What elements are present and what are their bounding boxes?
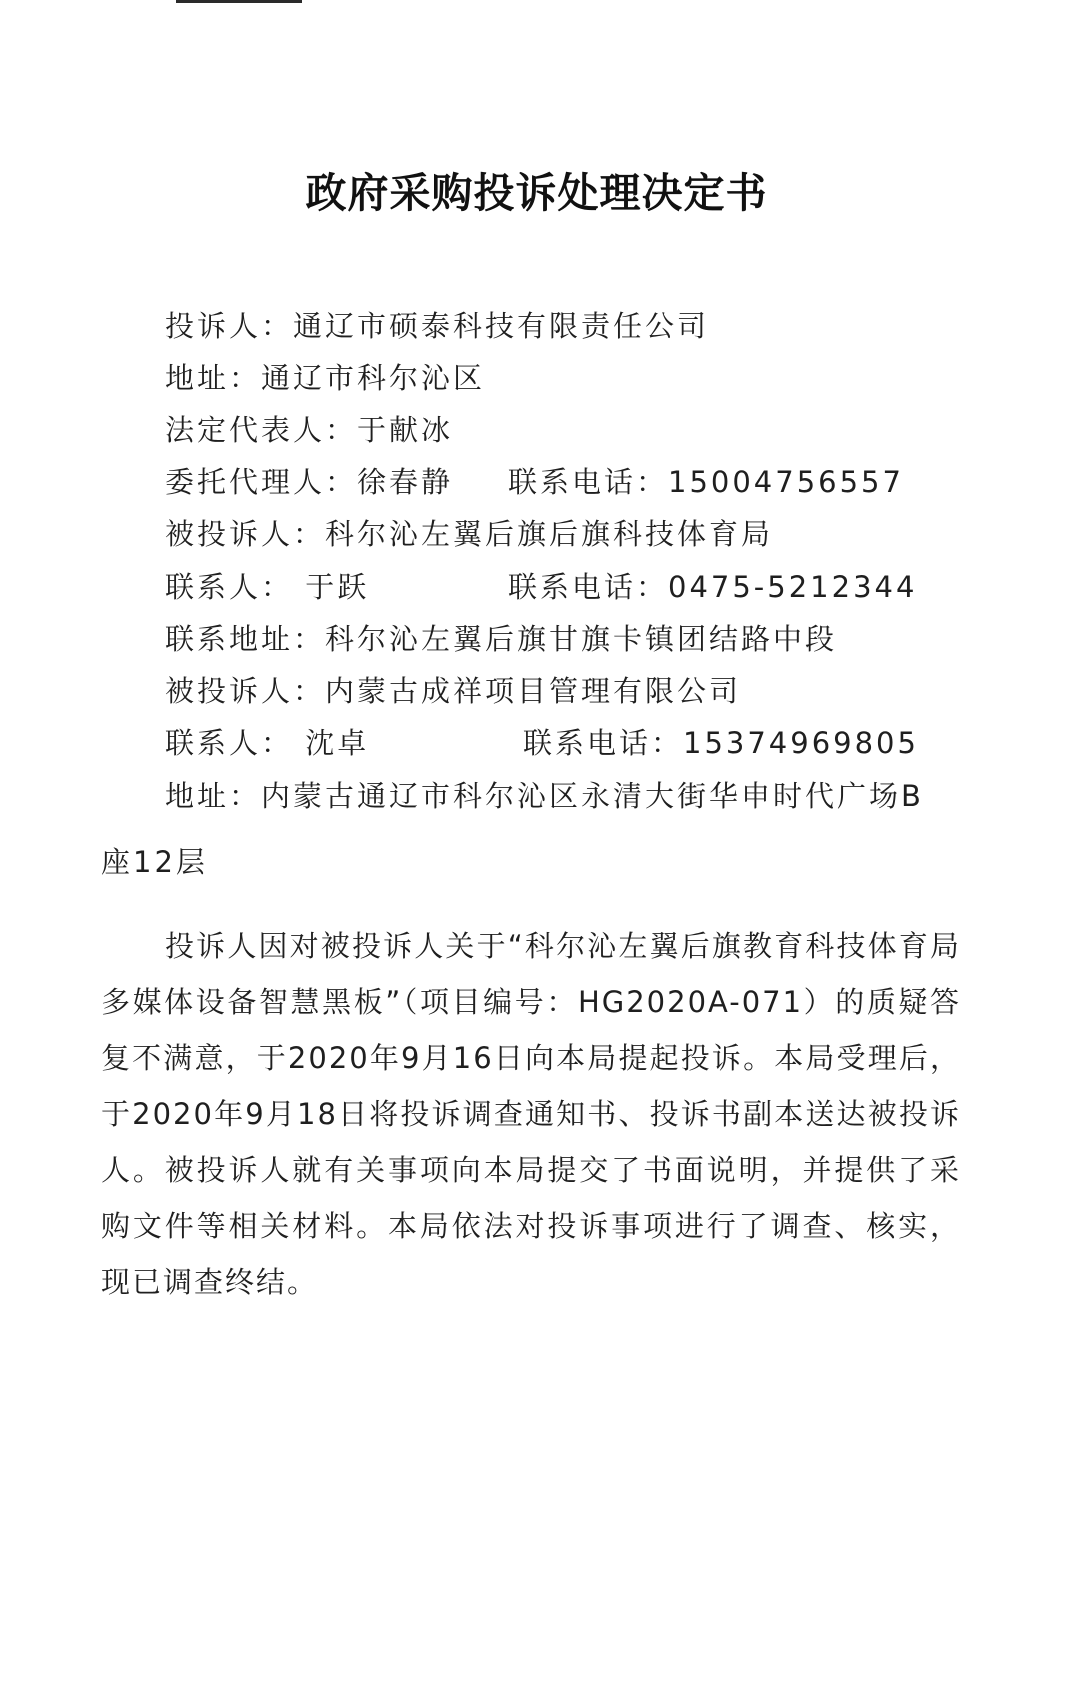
respondent2-address-line2: 座12层 xyxy=(101,845,208,879)
agent-phone: 联系电话：15004756557 xyxy=(508,465,904,499)
agent-name: 委托代理人：徐春静 xyxy=(165,465,454,499)
respondent1-address-line: 联系地址：科尔沁左翼后旗甘旗卡镇团结路中段 xyxy=(165,622,838,656)
respondent2-contact-line xyxy=(165,723,919,763)
respondent2-address-line1: 地址：内蒙古通辽市科尔沁区永清大街华申时代广场B xyxy=(165,779,924,813)
complainant-address-line: 地址：通辽市科尔沁区 xyxy=(165,361,486,395)
respondent2-phone: 联系电话：15374969805 xyxy=(523,726,919,760)
document-title: 政府采购投诉处理决定书 xyxy=(305,169,768,217)
agent-line xyxy=(165,462,904,502)
respondent1-line: 被投诉人：科尔沁左翼后旗后旗科技体育局 xyxy=(165,517,774,551)
legal-rep-line: 法定代表人：于献冰 xyxy=(165,413,454,447)
respondent2-contact: 联系人： 沈卓 xyxy=(165,726,370,760)
respondent1-contact-line xyxy=(165,567,918,607)
respondent1-contact: 联系人： 于跃 xyxy=(165,570,370,604)
body-paragraph: 投诉人因对被投诉人关于“科尔沁左翼后旗教育科技体育局多媒体设备智慧黑板”（项目编号：HG2020A-071）的质疑答复不满意，于2020年9月16日向本局提起投诉。本局受理后，于2020年9月18日将投诉调查通知书、投诉书副本送达被投诉人。被投诉人就有关事项向本局提交了书面说明，并提供了采购文件等相关材料。本局依法对投诉事项进行了调查、核实，现已调查终结。 xyxy=(101,929,961,1299)
complainant-line: 投诉人：通辽市硕泰科技有限责任公司 xyxy=(165,309,710,343)
respondent1-phone: 联系电话：0475-5212344 xyxy=(508,570,918,604)
scan-edge-mark xyxy=(176,0,302,3)
respondent2-line: 被投诉人：内蒙古成祥项目管理有限公司 xyxy=(165,674,742,708)
